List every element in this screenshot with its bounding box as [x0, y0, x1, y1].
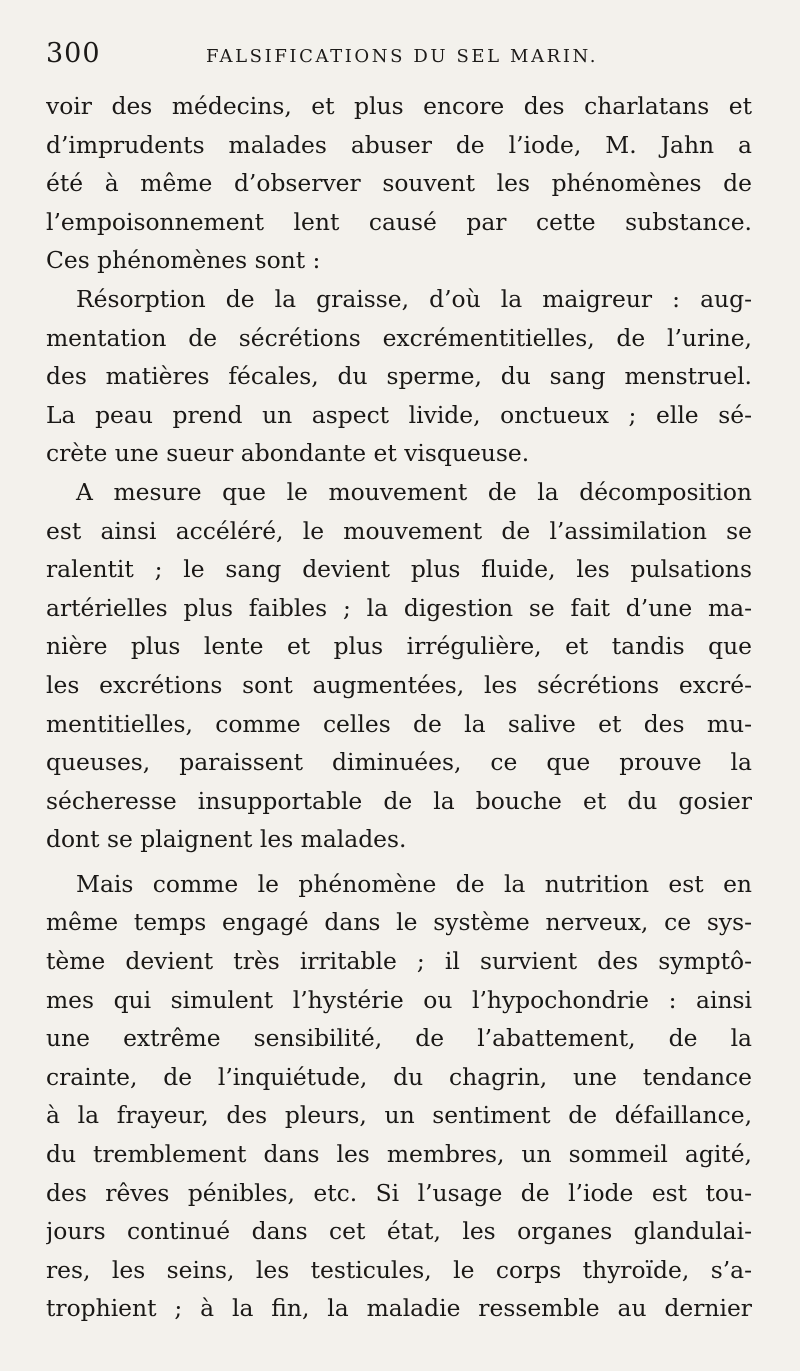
text-line: à la frayeur, des pleurs, un sentiment de défaillance,: [46, 1101, 752, 1130]
text-line: d’imprudents malades abuser de l’iode, M. Jahn a: [46, 130, 752, 159]
text-line: l’empoisonnement lent causé par cette substance.: [46, 207, 752, 236]
text-line: tème devient très irritable ; il survient des symptô-: [46, 947, 752, 976]
text-line: mentitielles, comme celles de la salive et des mu-: [46, 709, 752, 738]
paragraph-first-line: A mesure que le mouvement de la décomposition: [76, 477, 752, 506]
page-number: 300: [46, 38, 101, 69]
body-text: [46, 87, 752, 1328]
text-line: queuses, paraissent diminuées, ce que prouve la: [46, 748, 752, 777]
text-line: artérielles plus faibles ; la digestion se fait d’une ma-: [46, 593, 752, 622]
text-line: est ainsi accéléré, le mouvement de l’assimilation se: [46, 516, 752, 545]
text-line: res, les seins, les testicules, le corps thyroïde, s’a-: [46, 1255, 752, 1284]
text-line: La peau prend un aspect livide, onctueux ; elle sé-: [46, 400, 752, 429]
text-line: des rêves pénibles, etc. Si l’usage de l’iode est tou-: [46, 1178, 752, 1207]
text-line: dont se plaignent les malades.: [46, 825, 407, 854]
text-line: jours continué dans cet état, les organes glandulai-: [46, 1217, 752, 1246]
text-line: trophient ; à la fin, la maladie ressemble au dernier: [46, 1294, 752, 1323]
paragraph-first-line: Résorption de la graisse, d’où la maigreur : aug-: [76, 284, 752, 313]
paragraph-first-line: Mais comme le phénomène de la nutrition est en: [76, 869, 752, 898]
text-line: nière plus lente et plus irrégulière, et tandis que: [46, 632, 752, 661]
text-line: Ces phénomènes sont :: [46, 246, 321, 275]
text-line: sécheresse insupportable de la bouche et du gosier: [46, 786, 752, 815]
text-line: même temps engagé dans le système nerveux, ce sys-: [46, 908, 752, 937]
page-header: [46, 38, 754, 78]
text-line: du tremblement dans les membres, un sommeil agité,: [46, 1140, 752, 1169]
text-line: ralentit ; le sang devient plus fluide, les pulsations: [46, 555, 752, 584]
text-line: une extrême sensibilité, de l’abattement, de la: [46, 1024, 752, 1053]
running-title: FALSIFICATIONS DU SEL MARIN.: [206, 46, 599, 67]
text-line: crainte, de l’inquiétude, du chagrin, une tendance: [46, 1062, 752, 1091]
text-line: été à même d’observer souvent les phénomènes de: [46, 169, 752, 198]
text-line: mes qui simulent l’hystérie ou l’hypochondrie : ainsi: [46, 985, 752, 1014]
text-line: les excrétions sont augmentées, les sécrétions excré-: [46, 670, 752, 699]
text-line: des matières fécales, du sperme, du sang menstruel.: [46, 362, 752, 391]
text-line: mentation de sécrétions excrémentitielles, de l’urine,: [46, 323, 752, 352]
text-line: voir des médecins, et plus encore des charlatans et: [46, 92, 752, 120]
text-line: crète une sueur abondante et visqueuse.: [46, 439, 530, 468]
